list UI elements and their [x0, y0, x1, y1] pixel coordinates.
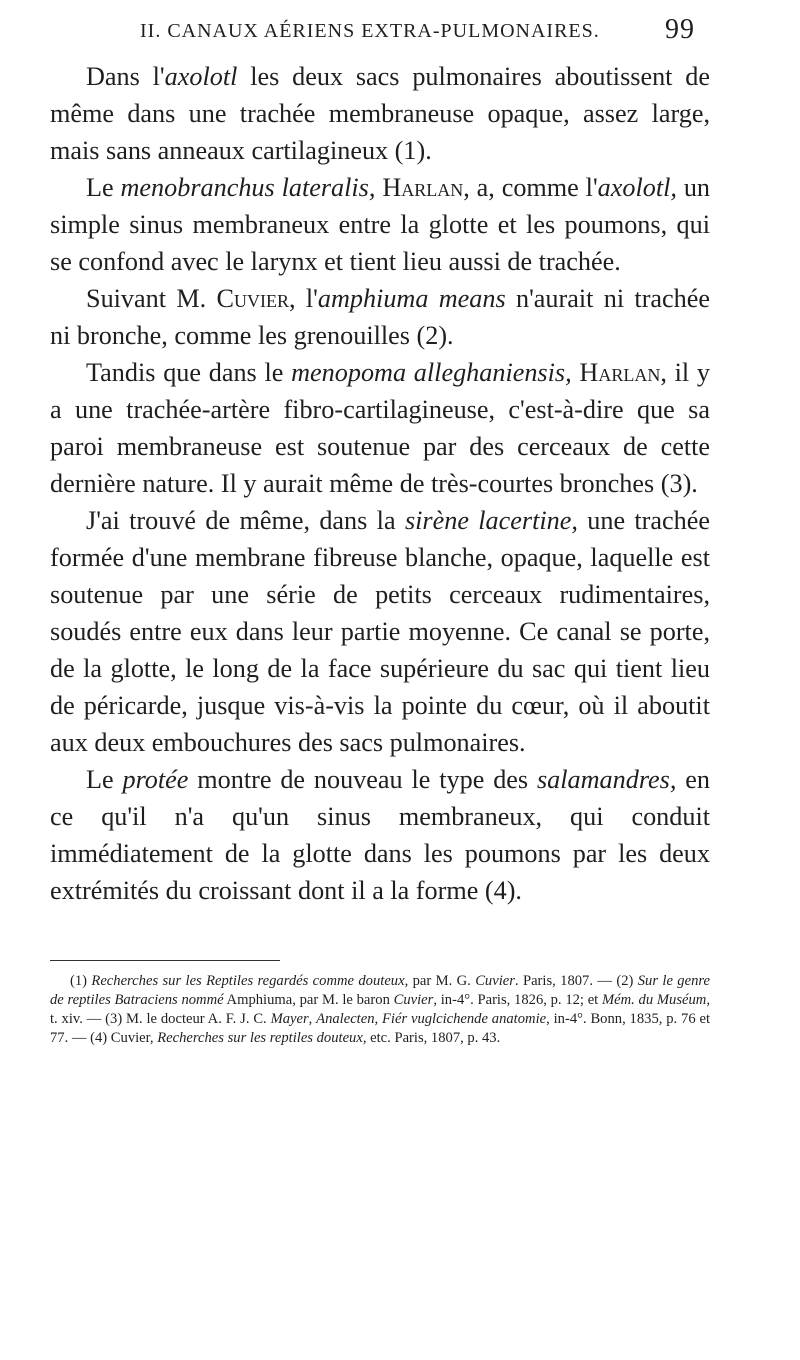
author-name: Cuvier — [216, 284, 289, 313]
page-header — [140, 12, 695, 52]
italic-text: Mém. du Muséum — [601, 992, 707, 1008]
text-run: n'aurait ni trachée ni bronche, comme les grenouilles (2). — [50, 284, 710, 350]
text-run: , etc. Paris, 1807, p. 43. — [362, 1030, 501, 1046]
footnotes — [50, 972, 710, 1048]
text-run: Amphiuma, par M. le baron — [223, 992, 394, 1008]
text-run: , — [308, 1011, 317, 1027]
paragraph — [50, 761, 710, 909]
text-run: (1) — [70, 973, 92, 989]
text-run: en ce qu'il n'a qu'un sinus membraneux, qui conduit immédiatement de la glotte dans les poumons par les deux extrémités du croissant dont il a la forme (4). — [50, 765, 710, 905]
italic-text: axolotl — [164, 62, 238, 91]
text-run: , t. xiv. — (3) M. le docteur A. F. J. C. — [50, 992, 710, 1027]
italic-text: protée — [122, 765, 189, 794]
text-run: Le — [86, 765, 123, 794]
main-text — [50, 58, 710, 909]
text-run: . Paris, 1807. — (2) — [514, 973, 638, 989]
paragraph — [50, 502, 710, 761]
italic-text: menobranchus lateralis, — [120, 173, 376, 202]
paragraph — [50, 58, 710, 169]
paragraph — [50, 280, 710, 354]
paragraph — [50, 354, 710, 502]
text-run: , l' — [288, 284, 318, 313]
author-name: Harlan — [382, 173, 464, 202]
italic-text: Sur le genre de reptiles Batraciens nommé — [50, 973, 710, 1008]
author-name: Harlan — [579, 358, 661, 387]
footnote — [50, 972, 710, 1048]
text-run: Dans l' — [86, 62, 165, 91]
text-run: , a, comme l' — [463, 173, 598, 202]
italic-text: salamandres, — [536, 765, 677, 794]
text-run: Le — [86, 173, 121, 202]
text-run: montre de nouveau le type des — [188, 765, 537, 794]
text-run: une trachée formée d'une membrane fibreuse blanche, opaque, laquelle est soutenue par une série de petits cerceaux rudimentaires, soudés entre eux dans leur partie moyenne. Ce canal se porte, de la glotte, le long de la face supérieure du sac qui tient lieu de péricarde, jusque vis-à-vis la pointe du cœur, où il aboutit aux deux embouchures des sacs pulmonaires. — [50, 506, 710, 757]
text-run: J'ai trouvé de même, dans la — [86, 506, 405, 535]
italic-text: Cuvier — [393, 992, 434, 1008]
text-run: , in-4°. Bonn, 1835, p. 76 et 77. — (4) Cuvier, — [50, 1011, 710, 1046]
italic-text: Recherches sur les reptiles douteux — [157, 1030, 363, 1046]
text-run: un simple sinus membraneux entre la glotte et les poumons, qui se confond avec le larynx et tient lieu aussi de trachée. — [50, 173, 711, 276]
footnote-divider — [50, 960, 280, 961]
page-number: 99 — [665, 14, 695, 45]
italic-text: Analecten, Fiér vuglcichende anatomie — [316, 1011, 547, 1027]
text-run: Suivant M. — [86, 284, 217, 313]
italic-text: sirène lacertine, — [404, 506, 578, 535]
italic-text: Mayer — [270, 1011, 309, 1027]
italic-text: Cuvier — [475, 973, 515, 989]
italic-text: amphiuma means — [317, 284, 506, 313]
italic-text: menopoma alleghaniensis, — [291, 358, 572, 387]
running-head: II. CANAUX AÉRIENS EXTRA-PULMONAIRES. — [140, 20, 600, 42]
text-run: , in-4°. Paris, 1826, p. 12; et — [433, 992, 602, 1008]
italic-text: Recherches sur les Reptiles regardés comme douteux, — [91, 973, 409, 989]
text-run: par M. G. — [408, 973, 476, 989]
text-run: Tandis que dans le — [86, 358, 292, 387]
italic-text: axolotl, — [597, 173, 677, 202]
text-run: , il y a une trachée-artère fibro-cartilagineuse, c'est-à-dire que sa paroi membraneuse est soutenue par des cerceaux de cette dernière nature. Il y aurait même de très-courtes bronches (3). — [50, 358, 711, 498]
text-run: les deux sacs pulmonaires aboutissent de même dans une trachée membraneuse opaque, assez large, mais sans anneaux cartilagineux (1). — [50, 62, 710, 165]
paragraph — [50, 169, 710, 280]
